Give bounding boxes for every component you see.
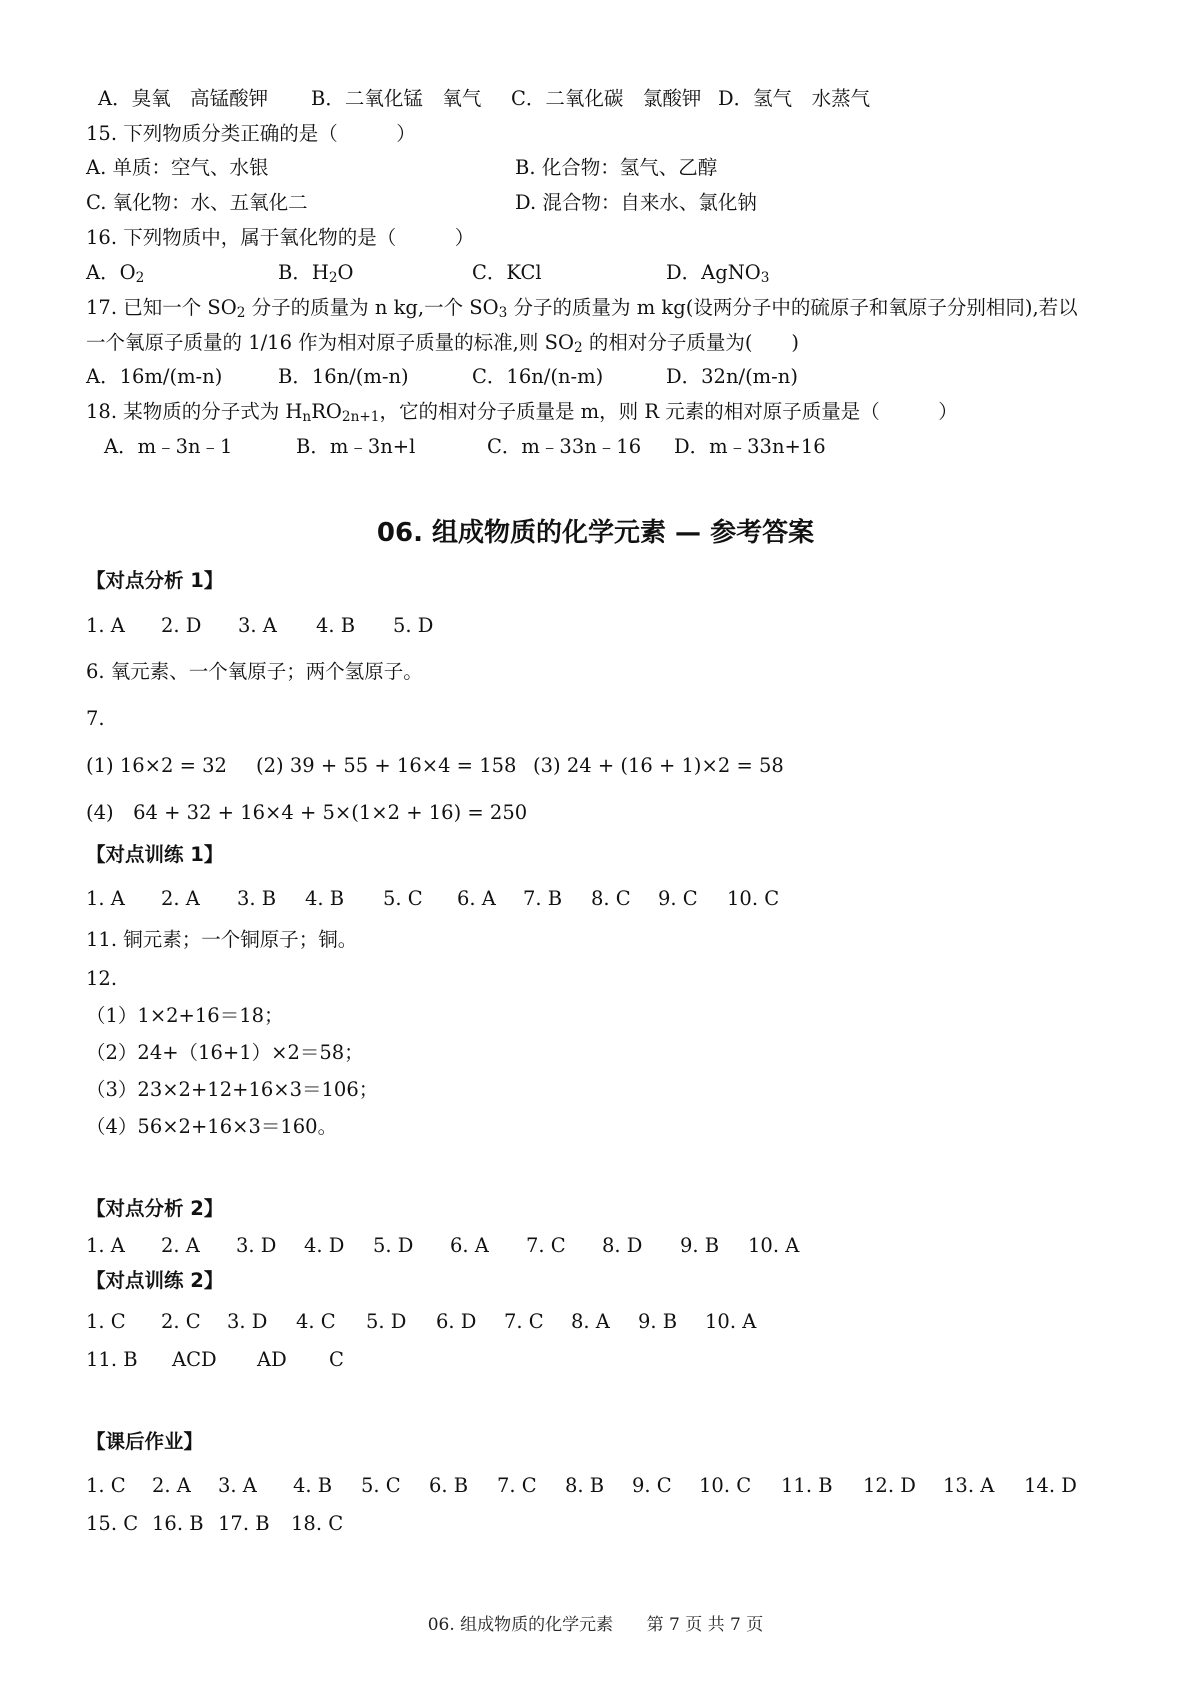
footer-title: 06. 组成物质的化学元素 [427, 1615, 614, 1635]
q17-option-c: C．16n/(n-m) [472, 365, 604, 388]
answer-item: 4. B [293, 1474, 333, 1497]
answer-item: 7. C [497, 1474, 537, 1497]
q15-option-a: A. 单质：空气、水银 [86, 156, 269, 179]
answer-item: 3. D [227, 1310, 268, 1333]
q14-option-a: A．臭氧 高锰酸钾 [98, 87, 269, 110]
answer-item: 7. C [504, 1310, 544, 1333]
answer-item: 3. A [218, 1474, 257, 1497]
q16-option-a-sub: 2 [135, 270, 145, 286]
section-heading-analysis-2: 【对点分析 2】 [86, 1197, 224, 1220]
answer-item: 2. A [152, 1474, 191, 1497]
answer-item: 16. B [152, 1512, 204, 1535]
answer-item: 14. D [1024, 1474, 1077, 1497]
training-1-q12-part-1: （1）1×2+16＝18； [86, 1004, 284, 1027]
answer-item: 5. D [373, 1234, 414, 1257]
q7-part-3: (3) 24 + (16 + 1)×2 = 58 [533, 754, 784, 777]
answer-item: 7. B [523, 887, 563, 910]
answer-item: 9. C [632, 1474, 672, 1497]
q7-part-1: (1) 16×2 = 32 [86, 754, 227, 777]
analysis-1-q7-part-4: (4) 64 + 32 + 16×4 + 5×(1×2 + 16) = 250 [86, 801, 528, 824]
q18-option-a: A．m﹣3n﹣1 [104, 435, 233, 458]
q14-option-b: B．二氧化锰 氧气 [311, 87, 482, 110]
q15-option-c: C. 氧化物：水、五氧化二 [86, 191, 308, 214]
q16-option-d [666, 260, 769, 286]
answer-item: 3. D [236, 1234, 277, 1257]
section-heading-training-2: 【对点训练 2】 [86, 1269, 224, 1292]
q16-stem: 16. 下列物质中，属于氧化物的是（ ） [86, 226, 475, 249]
answer-item: 4. D [304, 1234, 345, 1257]
answer-item: 2. A [161, 887, 200, 910]
training-1-q12: 12. [86, 967, 118, 990]
q17-line1-sub2: 3 [498, 305, 508, 321]
analysis-1-q7: 7. [86, 707, 105, 730]
answer-item: 9. C [658, 887, 698, 910]
q18-option-c: C．m﹣33n﹣16 [487, 435, 642, 458]
q18-stem-sub2: 2n+1 [341, 409, 380, 425]
answer-item: 2. C [161, 1310, 201, 1333]
q18-stem [86, 399, 958, 425]
answer-item: 10. C [727, 887, 780, 910]
answer-item: 3. B [237, 887, 277, 910]
q16-option-b-text: B．H [278, 261, 329, 284]
answer-item: 9. B [680, 1234, 720, 1257]
q17-stem-line2 [86, 330, 799, 356]
answer-item: 4. C [296, 1310, 336, 1333]
training-1-q12-part-3: （3）23×2+12+16×3＝106； [86, 1078, 379, 1101]
answer-item: 3. A [238, 614, 277, 637]
answer-item: 7. C [526, 1234, 566, 1257]
q17-option-d: D．32n/(m-n) [666, 365, 798, 388]
answer-item: 1. A [86, 614, 125, 637]
answer-item: 11. B [781, 1474, 833, 1497]
footer-page-number: 第 7 页 共 7 页 [646, 1615, 764, 1635]
answer-item: 4. B [305, 887, 345, 910]
answer-item: ACD [172, 1348, 217, 1371]
answer-item: 10. A [748, 1234, 800, 1257]
page-footer [0, 1613, 1191, 1637]
answer-item: 1. A [86, 1234, 125, 1257]
section-heading-homework: 【课后作业】 [86, 1430, 204, 1453]
answer-item: 11. B [86, 1348, 138, 1371]
q16-option-b-suffix: O [337, 261, 354, 284]
answer-item: 8. B [565, 1474, 605, 1497]
q18-stem-part-b: RO [311, 400, 342, 423]
q18-option-d: D．m﹣33n+16 [674, 435, 826, 458]
q17-line2-part-a: 一个氧原子质量的 1/16 作为相对原子质量的标准,则 SO [86, 331, 574, 354]
answer-item: 17. B [218, 1512, 270, 1535]
answer-item: C [329, 1348, 344, 1371]
section-heading-analysis-1: 【对点分析 1】 [86, 569, 224, 592]
q17-option-a: A．16m/(m-n) [86, 365, 223, 388]
answer-item: 5. D [366, 1310, 407, 1333]
answer-title: 06. 组成物质的化学元素 — 参考答案 [376, 518, 815, 548]
q17-line2-part-b: 的相对分子质量为( ) [582, 331, 800, 354]
q16-option-b [278, 260, 354, 286]
q18-option-b: B．m﹣3n+l [296, 435, 416, 458]
analysis-1-q6: 6. 氧元素、一个氧原子；两个氢原子。 [86, 660, 423, 683]
answer-item: 12. D [863, 1474, 916, 1497]
q7-part-2: (2) 39 + 55 + 16×4 = 158 [256, 754, 517, 777]
q15-option-b: B. 化合物：氢气、乙醇 [515, 156, 718, 179]
q17-line1-part-a: 17. 已知一个 SO [86, 296, 237, 319]
q14-option-d: D．氢气 水蒸气 [718, 87, 871, 110]
answer-item: 2. D [161, 614, 202, 637]
answer-item: 5. D [393, 614, 434, 637]
answer-item: 8. A [571, 1310, 610, 1333]
answer-item: AD [257, 1348, 287, 1371]
training-1-q12-part-2: （2）24+（16+1）×2＝58； [86, 1041, 364, 1064]
training-1-q12-part-4: （4）56×2+16×3＝160。 [86, 1115, 338, 1138]
training-1-q11: 11. 铜元素；一个铜原子；铜。 [86, 928, 358, 951]
q18-stem-part-a: 18. 某物质的分子式为 H [86, 400, 303, 423]
answer-item: 18. C [291, 1512, 344, 1535]
q14-option-c: C．二氧化碳 氯酸钾 [511, 87, 702, 110]
answer-item: 6. A [457, 887, 496, 910]
answer-item: 8. D [602, 1234, 643, 1257]
answer-item: 6. A [450, 1234, 489, 1257]
answer-item: 9. B [638, 1310, 678, 1333]
answer-item: 1. C [86, 1310, 126, 1333]
q18-stem-sub1: n [302, 409, 312, 425]
section-heading-training-1: 【对点训练 1】 [86, 843, 224, 866]
q16-option-c: C．KCl [472, 261, 542, 284]
answer-item: 1. C [86, 1474, 126, 1497]
q17-line2-sub: 2 [573, 340, 583, 356]
q17-stem-line1 [86, 295, 1078, 321]
q16-option-a [86, 260, 144, 286]
q16-option-b-sub: 2 [328, 270, 338, 286]
q17-line1-part-b: 分子的质量为 n kg,一个 SO [245, 296, 499, 319]
answer-item: 15. C [86, 1512, 139, 1535]
answer-item: 13. A [943, 1474, 995, 1497]
q16-option-d-text: D．AgNO [666, 261, 761, 284]
q16-option-a-text: A．O [86, 261, 136, 284]
answer-item: 4. B [316, 614, 356, 637]
q17-line1-sub1: 2 [236, 305, 246, 321]
q17-line1-part-c: 分子的质量为 m kg(设两分子中的硫原子和氧原子分别相同),若以 [507, 296, 1078, 319]
q15-stem: 15. 下列物质分类正确的是（ ） [86, 122, 416, 145]
q15-option-d: D. 混合物：自来水、氯化钠 [515, 191, 757, 214]
answer-item: 10. C [699, 1474, 752, 1497]
answer-item: 5. C [383, 887, 423, 910]
answer-item: 8. C [591, 887, 631, 910]
answer-item: 6. B [429, 1474, 469, 1497]
answer-item: 5. C [361, 1474, 401, 1497]
answer-item: 1. A [86, 887, 125, 910]
answer-item: 2. A [161, 1234, 200, 1257]
q17-option-b: B．16n/(m-n) [278, 365, 409, 388]
q18-stem-part-c: ，它的相对分子质量是 m，则 R 元素的相对原子质量是（ ） [379, 400, 958, 423]
answer-item: 10. A [705, 1310, 757, 1333]
answer-item: 6. D [436, 1310, 477, 1333]
q16-option-d-sub: 3 [760, 270, 770, 286]
